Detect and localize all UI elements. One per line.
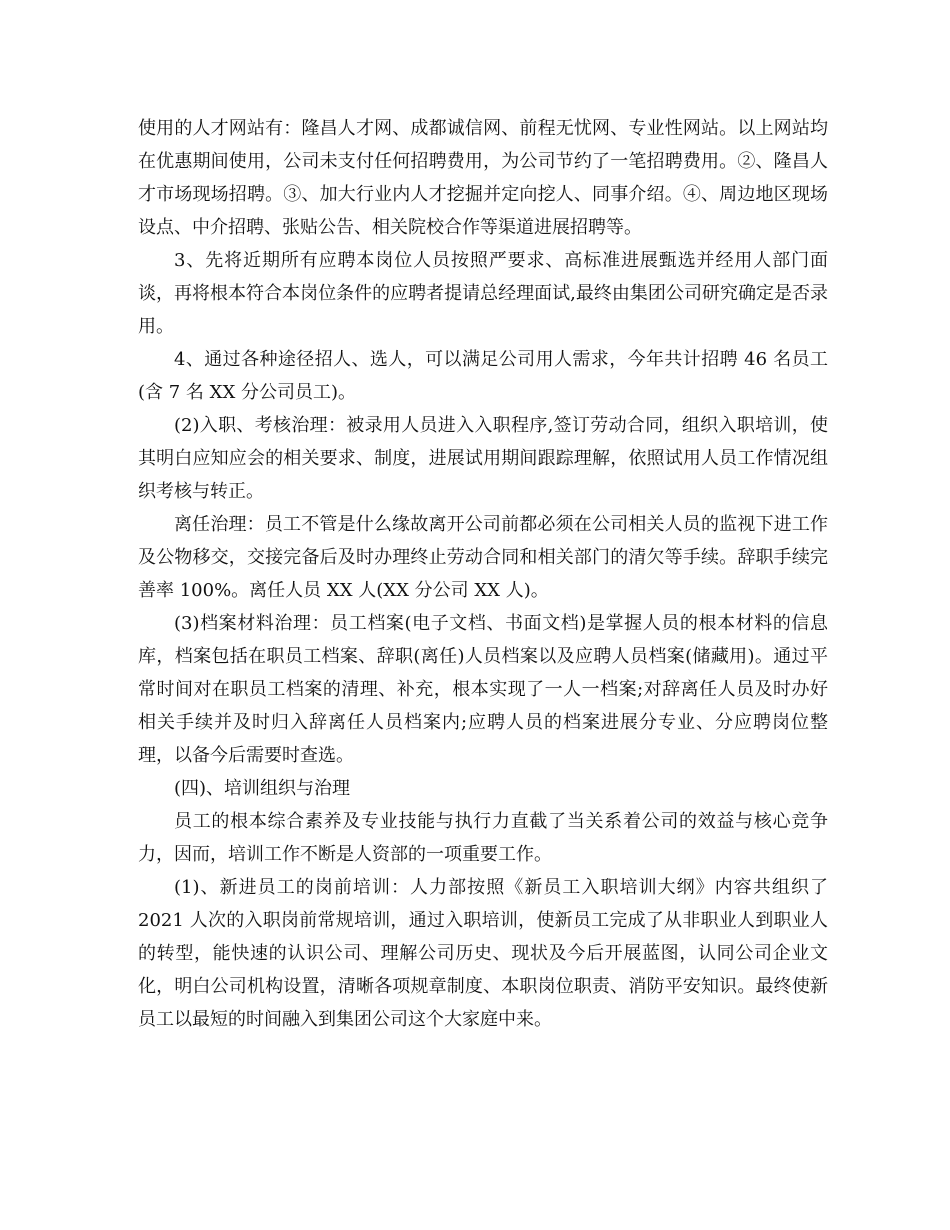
paragraph-hiring-total: 4、通过各种途径招人、选人，可以满足公司用人需求，今年共计招聘 46 名员工(含 7 名 XX 分公司员工)。 — [138, 349, 828, 403]
paragraph-onboarding-assessment: (2)入职、考核治理：被录用人员进入入职程序,签订劳动合同，组织入职培训，使其明白应知应会的相关要求、制度，进展试用期间跟踪理解，依照试用人员工作情况组织考核与转正。 — [138, 415, 828, 502]
paragraph-resignation-management: 离任治理：员工不管是什么缘故离开公司前都必须在公司相关人员的监视下进工作及公物移交，交接完备后及时办理终止劳动合同和相关部门的清欠等手续。辞职手续完善率 100%。离任人员 XX 人(XX 分公司 XX 人)。 — [138, 514, 828, 601]
paragraph-screening-process: 3、先将近期所有应聘本岗位人员按照严要求、高标准进展甄选并经用人部门面谈，再将根本符合本岗位条件的应聘者提请总经理面试,最终由集团公司研究确定是否录用。 — [138, 250, 828, 337]
paragraph-recruitment-channels: 使用的人才网站有：隆昌人才网、成都诚信网、前程无忧网、专业性网站。以上网站均在优惠期间使用，公司未支付任何招聘费用，为公司节约了一笔招聘费用。②、隆昌人才市场现场招聘。③、加大行业内人才挖掘并定向挖人、同事介绍。④、周边地区现场设点、中介招聘、张贴公告、相关院校合作等渠道进展招聘等。 — [138, 118, 828, 238]
paragraph-archive-management: (3)档案材料治理：员工档案(电子文档、书面文档)是掌握人员的根本材料的信息库，档案包括在职员工档案、辞职(离任)人员档案以及应聘人员档案(储藏用)。通过平常时间对在职员工档案的清理、补充，根本实现了一人一档案;对辞离任人员及时办好相关手续并及时归入辞离任人员档案内;应聘人员的档案进展分专业、分应聘岗位整理，以备今后需要时查选。 — [138, 613, 828, 766]
paragraph-new-employee-training: (1)、新进员工的岗前培训：人力部按照《新员工入职培训大纲》内容共组织了 2021 人次的入职岗前常规培训，通过入职培训，使新员工完成了从非职业人到职业人的转型，能快速的认识公司、理解公司历史、现状及今后开展蓝图，认同公司企业文化，明白公司机构设置，清晰各项规章制度、本职岗位职责、消防平安知识。最终使新员工以最短的时间融入到集团公司这个大家庭中来。 — [138, 877, 828, 1030]
document-body — [138, 112, 828, 1036]
paragraph-training-importance: 员工的根本综合素养及专业技能与执行力直截了当关系着公司的效益与核心竞争力，因而，培训工作不断是人资部的一项重要工作。 — [138, 811, 828, 865]
section-heading-training: (四)、培训组织与治理 — [174, 778, 351, 799]
